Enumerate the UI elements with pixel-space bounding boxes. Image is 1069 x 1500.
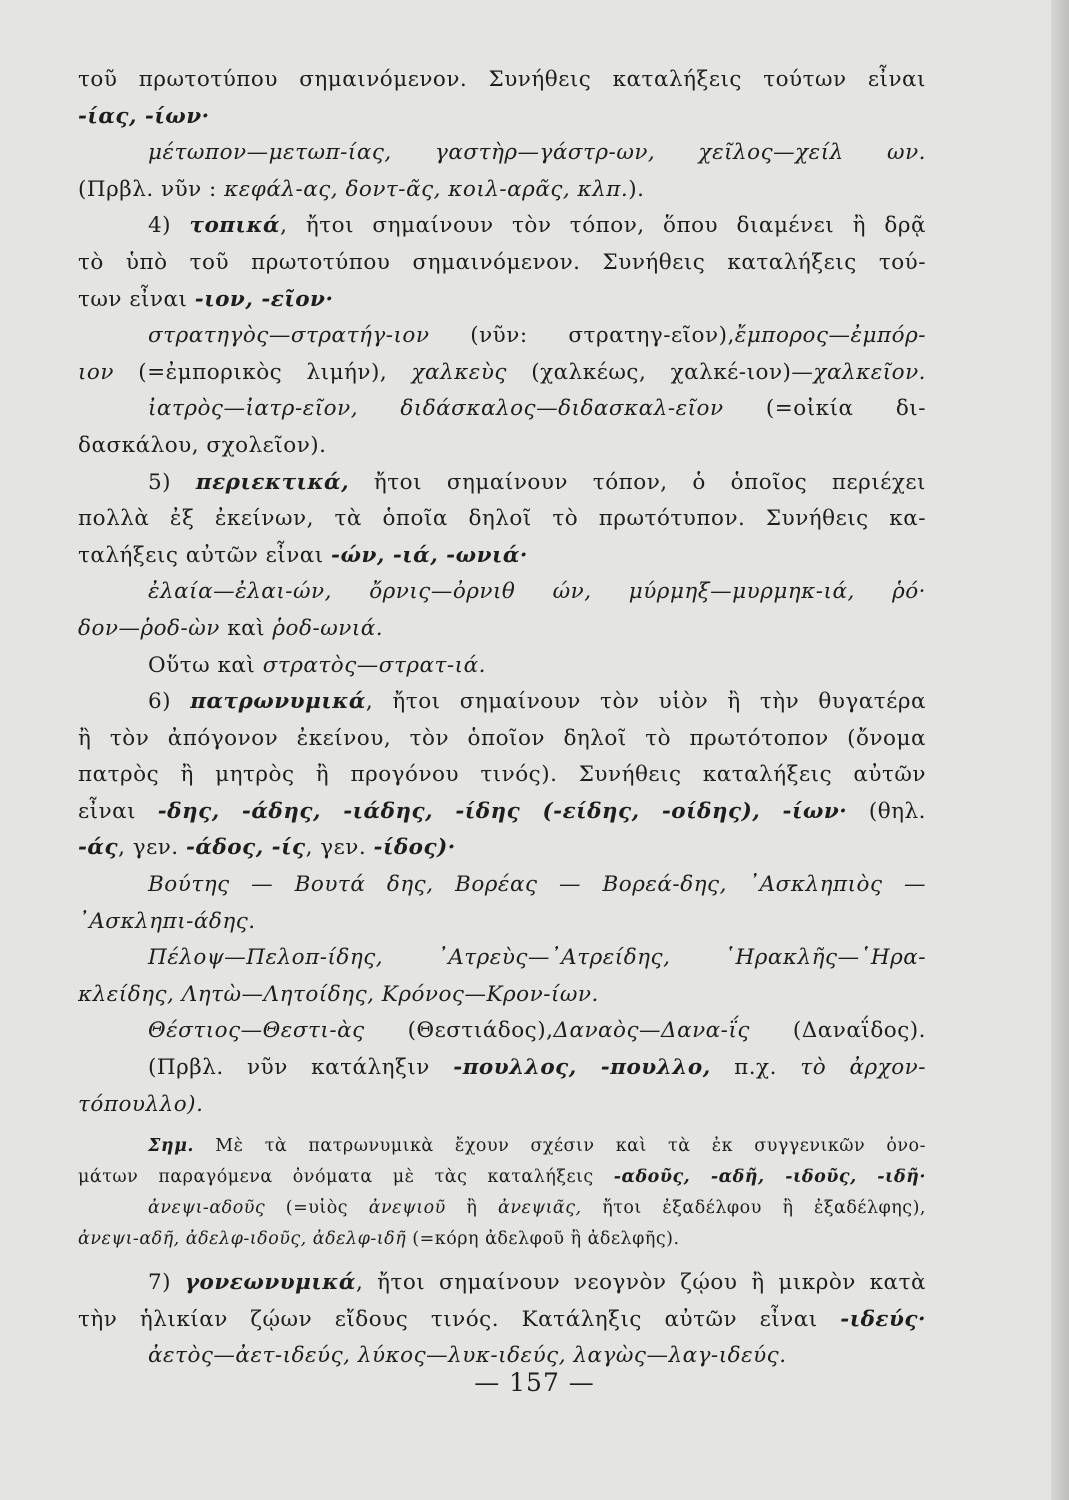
text-run: -άς (78, 835, 119, 861)
text-line (78, 684, 926, 721)
text-run: εἶναι (78, 798, 158, 824)
text-run: ῥοδ-ωνιά. (272, 615, 384, 641)
text-run: ἀνεψιοῦ (368, 1198, 446, 1219)
text-run: καὶ (219, 615, 273, 641)
text-run: Μὲ τὰ πατρωνυμικὰ ἔχουν σχέσιν καὶ τὰ ἐκ συγγενικῶν ὀνο- (194, 1136, 926, 1157)
text-run: (θηλ. (847, 798, 927, 824)
text-run: -ίδος)· (373, 835, 456, 861)
text-run: στρατὸς—στρατ-ιά. (262, 652, 486, 678)
text-run: 5) (148, 469, 196, 495)
text-line (78, 355, 926, 392)
text-run: 4) (148, 213, 190, 239)
text-run: ). (628, 176, 645, 202)
text-run: (=υἱὸς (265, 1198, 369, 1219)
text-line (78, 99, 926, 136)
text-run: ἢ τὸν ἀπόγονον ἐκείνου, τὸν ὁποῖον δηλοῖ τὸ πρωτότοπον (ὄνομα (78, 725, 926, 751)
text-line (78, 318, 926, 355)
text-run: (Δαναΐδος). (749, 1018, 926, 1044)
text-line (78, 1193, 926, 1224)
text-run: ἰατρὸς—ἰατρ-εῖον, διδάσκαλος—διδασκαλ-εῖον (148, 396, 724, 422)
text-run: (Πρβλ. νῦν : (78, 176, 225, 202)
text-run: π.χ. (710, 1055, 801, 1081)
text-run: , γεν. (118, 835, 186, 861)
text-line (78, 465, 926, 502)
text-run: , γεν. (305, 835, 374, 861)
text-run: χαλκεὺς (411, 359, 507, 385)
text-line (78, 648, 926, 685)
text-run: -δης, -άδης, -ιάδης, -ίδης (-είδης, -οίδης), -ίων· (157, 798, 848, 824)
text-line (78, 721, 926, 758)
text-run: 6) (148, 689, 191, 715)
text-run: τὸ ὑπὸ τοῦ πρωτοτύπου σημαινόμενον. Συνήθεις καταλήξεις τού- (78, 249, 926, 275)
text-line (78, 245, 926, 282)
text-line (78, 391, 926, 428)
text-run: κεφάλ-ας, δοντ-ᾶς, κοιλ-αρᾶς, κλπ. (224, 176, 629, 202)
text-line (78, 135, 926, 172)
text-line (78, 757, 926, 794)
text-run: των εἶναι (78, 286, 195, 312)
text-line (78, 830, 926, 867)
text-run: ἐλαία—ἐλαι-ών, ὄρνις—ὀρνιθ ών, μύρμηξ—μυρμηκ-ιά, ῥό· (148, 579, 926, 605)
text-line (78, 1050, 926, 1087)
text-run: γονεωνυμικά (184, 1270, 356, 1296)
text-run: (χαλκέως, χαλκέ-ιον)— (506, 359, 814, 385)
text-run: ἀνεψιᾶς, (498, 1198, 582, 1219)
text-run: Οὕτω καὶ (148, 652, 263, 678)
text-line (78, 611, 926, 648)
text-run: ἀετὸς—ἀετ-ιδεύς, λύκος—λυκ-ιδεύς, λαγὼς—λαγ-ιδεύς. (148, 1343, 787, 1369)
text-line (78, 1013, 926, 1050)
section-7-paragraph (78, 1265, 926, 1375)
text-line (78, 208, 926, 245)
text-run: (=κόρη ἀδελφοῦ ἢ ἀδελφῆς). (406, 1229, 680, 1250)
text-run: -ιον, -εῖον· (194, 286, 334, 312)
text-run: περιεκτικά, (195, 469, 350, 495)
text-run: πολλὰ ἐξ ἐκείνων, τὰ ὁποῖα δηλοῖ τὸ πρωτότυπον. Συνήθεις κα- (78, 506, 926, 532)
text-run: τὸ ἀρχον- (800, 1055, 926, 1081)
text-run: ἤτοι σημαίνουν τόπον, ὁ ὁποῖος περιέχει (349, 469, 926, 495)
text-run: μέτωπον—μετωπ-ίας, γαστὴρ—γάστρ-ων, χεῖλος—χείλ ων. (148, 140, 926, 166)
text-line (78, 428, 926, 465)
text-line (78, 1162, 926, 1193)
text-run: τόπουλλο). (78, 1091, 204, 1117)
text-run: , ἤτοι σημαίνουν τὸν υἱὸν ἢ τὴν θυγατέρα (365, 689, 926, 715)
text-run: -πουλλος, -πουλλο, (453, 1055, 711, 1081)
page-edge (1051, 0, 1069, 1500)
text-run: ιον (78, 359, 114, 385)
text-line (78, 867, 926, 904)
text-line (78, 1224, 926, 1255)
text-line (78, 574, 926, 611)
text-run: (=οἰκία δι- (723, 396, 926, 422)
text-run: ᾿Ασκληπι-άδης. (78, 908, 256, 934)
text-run: ἢ (445, 1198, 498, 1219)
text-line (78, 62, 926, 99)
text-run: πατρὸς ἢ μητρὸς ἢ προγόνου τινός). Συνήθεις καταλήξεις αὐτῶν (78, 762, 926, 788)
text-run: -αδοῦς, -αδῆ, -ιδοῦς, -ιδῆ· (613, 1167, 926, 1188)
text-run: ταλήξεις αὐτῶν εἶναι (78, 542, 332, 568)
text-line (78, 1131, 926, 1162)
text-run: , ἤτοι σημαίνουν τὸν τόπον, ὅπου διαμένει ἢ δρᾷ (280, 213, 927, 239)
text-line (78, 501, 926, 538)
text-run: -άδος, -ίς (185, 835, 306, 861)
text-run: Σημ. (148, 1136, 194, 1157)
text-run: 7) (148, 1270, 185, 1296)
text-line (78, 172, 926, 209)
text-run: κλείδης, Λητὼ—Λητοίδης, Κρόνος—Κρον-ίων. (78, 981, 599, 1007)
text-run: (νῦν: στρατηγ-εῖον), (429, 323, 735, 349)
text-line (78, 538, 926, 575)
main-text (78, 62, 926, 1375)
text-run: Πέλοψ—Πελοπ-ίδης, ᾿Ατρεὺς—᾿Ατρείδης, ῾Ηρακλῆς—῾Ηρα- (148, 945, 926, 971)
text-run: (=ἐμπορικὸς λιμήν), (113, 359, 412, 385)
text-line (78, 940, 926, 977)
text-run: ἔμπορος—ἐμπόρ- (734, 323, 926, 349)
text-run: ἀνεψι-αδοῦς (148, 1198, 266, 1219)
text-run: Δαναὸς—Δανα-ΐς (553, 1018, 750, 1044)
text-line (78, 904, 926, 941)
text-run: Βούτης — Βουτά δης, Βορέας — Βορεά-δης, ᾿Ασκληπιὸς — (148, 872, 926, 898)
text-run: μάτων παραγόμενα ὀνόματα μὲ τὰς καταλήξεις (78, 1167, 614, 1188)
body-paragraphs (78, 62, 926, 1123)
text-run: τοπικά (189, 213, 281, 239)
text-line (78, 977, 926, 1014)
text-line (78, 282, 926, 319)
text-run: Θέστιος—Θεστι-ὰς (148, 1018, 365, 1044)
text-run: δον—ῥοδ-ὼν (78, 615, 220, 641)
text-run: , ἤτοι σημαίνουν νεογνὸν ζῴου ἢ μικρὸν κατὰ (355, 1270, 926, 1296)
text-run: δασκάλου, σχολεῖον). (78, 432, 327, 458)
text-line (78, 794, 926, 831)
text-line (78, 1265, 926, 1302)
text-run: ἀνεψι-αδῆ, ἀδελφ-ιδοῦς, ἀδελφ-ιδῆ (78, 1229, 407, 1250)
text-run: τὴν ἡλικίαν ζῴων εἴδους τινός. Κατάληξις αὐτῶν εἶναι (78, 1306, 841, 1332)
text-run: ἤτοι ἐξαδέλφου ἢ ἐξαδέλφης), (581, 1198, 926, 1219)
text-run: στρατηγὸς—στρατήγ-ιον (148, 323, 430, 349)
text-run: (Πρβλ. νῦν κατάληξιν (148, 1055, 454, 1081)
page-number: — 157 — (474, 1368, 595, 1397)
text-line (78, 1302, 926, 1339)
text-line (78, 1087, 926, 1124)
text-run: τοῦ πρωτοτύπου σημαινόμενον. Συνήθεις καταλήξεις τούτων εἶναι (78, 67, 926, 92)
text-run: πατρωνυμικά (190, 689, 366, 715)
footnote-remark (78, 1131, 926, 1255)
text-run: -ών, -ιά, -ωνιά· (331, 542, 528, 568)
text-run: χαλκεῖον. (813, 359, 927, 385)
text-run: (Θεστιάδος), (364, 1018, 554, 1044)
text-run: -ίας, -ίων· (78, 103, 210, 129)
text-run: -ιδεύς· (840, 1306, 926, 1332)
